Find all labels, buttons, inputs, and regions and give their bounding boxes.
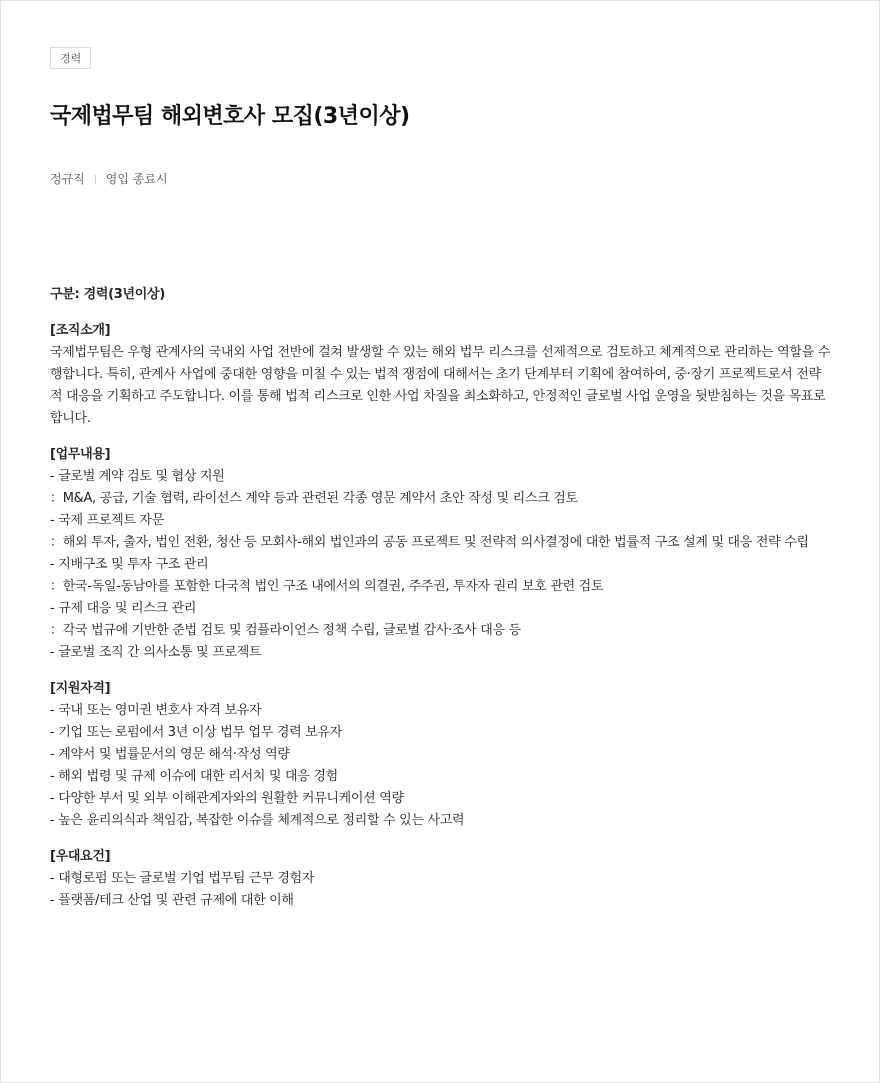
section-text: 국제법무팀은 우형 관계사의 국내외 사업 전반에 걸쳐 발생할 수 있는 해외 법무 리스크를 선제적으로 검토하고 체계적으로 관리하는 역할을 수행합니다. 특히, 관계사 사업에 중대한 영향을 미칠 수 있는 법적 쟁점에 대해서는 초기 단계부터 기획에 참여하여, 중·장기 프로젝트로서 전략적 대응을 기획하고 주도합니다. 이를 통해 법적 리스크로 인한 사업 차질을 최소화하고, 안정적인 글로벌 사업 운영을 뒷받침하는 것을 목표로 합니다. (50, 345, 830, 426)
list-item: ：각국 법규에 기반한 준법 검토 및 컴플라이언스 정책 수립, 글로벌 감사·조사 대응 등 (50, 623, 521, 638)
list-item: - 다양한 부서 및 외부 이해관계자와의 원활한 커뮤니케이션 역량 (50, 791, 404, 806)
list-item: - 해외 법령 및 규제 이슈에 대한 리서치 및 대응 경험 (50, 769, 338, 784)
list-item: - 국내 또는 영미권 변호사 자격 보유자 (50, 703, 262, 718)
division-label: 구분: 경력(3년이상) (50, 287, 165, 302)
page-title: 국제법무팀 해외변호사 모집(3년이상) (50, 104, 410, 129)
list-item: - 높은 윤리의식과 책임감, 복잡한 이슈를 체계적으로 정리할 수 있는 사고력 (50, 813, 465, 828)
list-item: - 글로벌 조직 간 의사소통 및 프로젝트 (50, 645, 262, 660)
list-item: - 계약서 및 법률문서의 영문 해석·작성 역량 (50, 747, 290, 762)
section-title: [업무내용] (50, 447, 111, 462)
section-title: [조직소개] (50, 323, 111, 338)
list-item: ：한국-독일-동남아를 포함한 다국적 법인 구조 내에서의 의결권, 주주권, 투자자 권리 보호 관련 검토 (50, 579, 604, 594)
list-item: ：M&A, 공급, 기술 협력, 라이선스 계약 등과 관련된 각종 영문 계약서 초안 작성 및 리스크 검토 (50, 491, 578, 506)
job-meta (50, 170, 830, 188)
section-preferred (50, 846, 830, 912)
meta-divider (95, 175, 96, 184)
list-item: ：해외 투자, 출자, 법인 전환, 청산 등 모회사-해외 법인과의 공동 프로젝트 및 전략적 의사결정에 대한 법률적 구조 설계 및 대응 전략 수립 (50, 535, 809, 550)
career-badge: 경력 (50, 47, 91, 69)
section-qualifications (50, 678, 830, 832)
section-duties (50, 444, 830, 664)
employment-type: 정규직 (50, 172, 85, 186)
deadline: 영입 종료시 (105, 172, 168, 186)
list-item: - 기업 또는 로펌에서 3년 이상 법무 업무 경력 보유자 (50, 725, 343, 740)
job-description (50, 284, 830, 912)
list-item: - 지배구조 및 투자 구조 관리 (50, 557, 209, 572)
section-title: [우대요건] (50, 849, 111, 864)
section-title: [지원자격] (50, 681, 111, 696)
list-item: - 규제 대응 및 리스크 관리 (50, 601, 197, 616)
list-item: - 글로벌 계약 검토 및 협상 지원 (50, 469, 225, 484)
list-item: - 국제 프로젝트 자문 (50, 513, 164, 528)
list-item: - 플랫폼/테크 산업 및 관련 규제에 대한 이해 (50, 893, 294, 908)
list-item: - 대형로펌 또는 글로벌 기업 법무팀 근무 경험자 (50, 871, 315, 886)
section-intro (50, 320, 830, 430)
